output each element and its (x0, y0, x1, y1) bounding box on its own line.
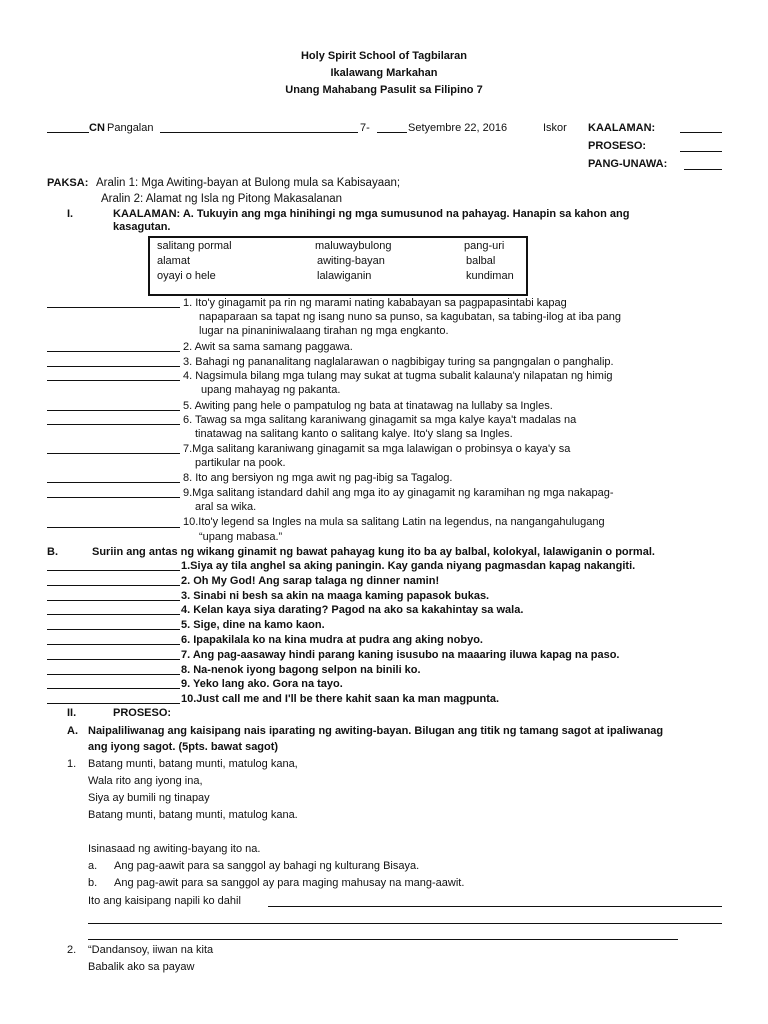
partB-answer-blank[interactable] (47, 600, 180, 601)
date: Setyembre 22, 2016 (408, 122, 508, 134)
partB-item: 3. Sinabi ni besh sa akin na maaga kaming papasok bukas. (181, 590, 490, 602)
partB-item: 4. Kelan kaya siya darating? Pagod na ako sa kakahintay sa wala. (181, 604, 524, 616)
answer-blank-6[interactable] (47, 424, 180, 425)
q1-choice-b[interactable]: Ang pag-awit para sa sanggol ay para maging mahusay na mang-aawit. (114, 877, 465, 889)
pangalan-label: Pangalan (107, 122, 154, 134)
part2-a-instruction-cont: ang iyong sagot. (5pts. bawat sagot) (88, 741, 279, 753)
part2-a-label: A. (67, 725, 78, 737)
item-10-line1: 10.Ito'y legend sa Ingles na mula sa salitang Latin na legendus, na nangangahulugang (183, 516, 605, 528)
q1-choice-a[interactable]: Ang pag-aawit para sa sanggol ay bahagi ng kulturang Bisaya. (114, 860, 420, 872)
q2-number: 2. (67, 944, 77, 956)
part2-numeral: II. (67, 707, 77, 719)
partB-answer-blank[interactable] (47, 674, 180, 675)
answer-blank-1[interactable] (47, 307, 180, 308)
q1-prompt: Isinasaad ng awiting-bayang ito na. (88, 843, 261, 855)
iskor-label: Iskor (543, 122, 567, 134)
choice: kundiman (466, 270, 514, 282)
partB-item: 7. Ang pag-aasaway hindi parang kaning isusubo na maaaring iluwa kapag na paso. (181, 649, 620, 661)
q1-choice-b-label: b. (88, 877, 98, 889)
item-10-line2: “upang mabasa.” (199, 531, 283, 543)
pangalan-blank[interactable] (160, 132, 358, 133)
cn-blank[interactable] (47, 132, 89, 133)
item-2: 2. Awit sa sama samang paggawa. (183, 341, 353, 353)
pang-unawa-score-label: PANG-UNAWA: (588, 158, 668, 170)
q1-answer-line-3[interactable] (88, 939, 678, 940)
choice: balbal (466, 255, 496, 267)
item-4-line1: 4. Nagsimula bilang mga tulang may sukat at tugma subalit kalauna'y nilapatan ng himig (183, 370, 613, 382)
q2-poem-line1: “Dandansoy, iiwan na kita (88, 944, 214, 956)
partB-answer-blank[interactable] (47, 585, 180, 586)
answer-blank-4[interactable] (47, 380, 180, 381)
q1-poem-line3: Siya ay bumili ng tinapay (88, 792, 210, 804)
section-blank[interactable] (377, 132, 407, 133)
choices-box (148, 236, 528, 296)
partB-answer-blank[interactable] (47, 629, 180, 630)
answer-blank-7[interactable] (47, 453, 180, 454)
answer-blank-2[interactable] (47, 351, 180, 352)
part1-instruction: KAALAMAN: A. Tukuyin ang mga hinihingi ng mga sumusunod na pahayag. Hanapin sa kahon ang (113, 208, 630, 220)
answer-blank-10[interactable] (47, 527, 180, 528)
partB-item: 8. Na-nenok iyong bagong selpon na binili ko. (181, 664, 421, 676)
kaalaman-score-blank[interactable] (680, 132, 722, 133)
paksa-line2: Aralin 2: Alamat ng Isla ng Pitong Makasalanan (101, 193, 343, 205)
item-9-line2: aral sa wika. (195, 501, 257, 513)
item-4-line2: upang mahayag ng pakanta. (201, 384, 341, 396)
part1-numeral: I. (67, 208, 74, 220)
part2-title: PROSESO: (113, 707, 172, 719)
partB-answer-blank[interactable] (47, 570, 180, 571)
partB-item: 6. Ipapakilala ko na kina mudra at pudra ang aking nobyo. (181, 634, 483, 646)
quarter: Ikalawang Markahan (330, 67, 438, 79)
partB-label: B. (47, 546, 58, 558)
partB-item: 2. Oh My God! Ang sarap talaga ng dinner namin! (181, 575, 440, 587)
choice: oyayi o hele (157, 270, 216, 282)
q1-answer-line-1[interactable] (268, 906, 722, 907)
answer-blank-5[interactable] (47, 410, 180, 411)
item-8: 8. Ito ang bersiyon ng mga awit ng pag-ibig sa Tagalog. (183, 472, 453, 484)
q1-poem-line2: Wala rito ang iyong ina, (88, 775, 203, 787)
kaalaman-score-label: KAALAMAN: (588, 122, 656, 134)
partB-item: 10.Just call me and I'll be there kahit saan ka man magpunta. (181, 693, 500, 705)
q1-poem-line4: Batang munti, batang munti, matulog kana. (88, 809, 298, 821)
part2-a-instruction: Naipaliliwanag ang kaisipang nais iparating ng awiting-bayan. Bilugan ang titik ng tamang sagot at ipaliwanag (88, 725, 664, 737)
partB-answer-blank[interactable] (47, 659, 180, 660)
item-1-line2: napaparaan sa tapat ng isang nuno sa punso, sa kagubatan, sa tabing-ilog at iba pang (199, 311, 621, 323)
partB-answer-blank[interactable] (47, 688, 180, 689)
partB-item: 9. Yeko lang ako. Gora na tayo. (181, 678, 343, 690)
q1-choice-a-label: a. (88, 860, 98, 872)
item-1-line3: lugar na pinaniniwalaang tirahan ng mga engkanto. (199, 325, 449, 337)
exam-title: Unang Mahabang Pasulit sa Filipino 7 (285, 84, 483, 96)
item-7-line2: partikular na pook. (195, 457, 286, 469)
choice: awiting-bayan (317, 255, 385, 267)
item-7-line1: 7.Mga salitang karaniwang ginagamit sa mga lalawigan o probinsya o kaya'y sa (183, 443, 571, 455)
part1-instruction-cont: kasagutan. (113, 221, 171, 233)
partB-instruction: Suriin ang antas ng wikang ginamit ng bawat pahayag kung ito ba ay balbal, kolokyal, lalawiganin o pormal. (92, 546, 655, 558)
item-6-line1: 6. Tawag sa mga salitang karaniwang ginagamit sa mga kalye kaya't madalas na (183, 414, 577, 426)
q1-answer-line-2[interactable] (88, 923, 722, 924)
choice: salitang pormal (157, 240, 232, 252)
q1-number: 1. (67, 758, 77, 770)
pang-unawa-score-blank[interactable] (684, 169, 722, 170)
answer-blank-3[interactable] (47, 366, 180, 367)
partB-answer-blank[interactable] (47, 644, 180, 645)
item-1-line1: 1. Ito'y ginagamit pa rin ng marami nating kababayan sa pagpapasintabi kapag (183, 297, 567, 309)
paksa-label: PAKSA: (47, 177, 89, 189)
partB-item: 5. Sige, dine na kamo kaon. (181, 619, 325, 631)
proseso-score-blank[interactable] (680, 151, 722, 152)
answer-blank-8[interactable] (47, 482, 180, 483)
item-6-line2: tinatawag na salitang kanto o salitang kalye. Ito'y slang sa Ingles. (195, 428, 513, 440)
q1-answer-prompt: Ito ang kaisipang napili ko dahil (88, 895, 241, 907)
q1-poem-line1: Batang munti, batang munti, matulog kana, (88, 758, 298, 770)
partB-answer-blank[interactable] (47, 614, 180, 615)
cn-label: CN (89, 122, 105, 134)
proseso-score-label: PROSESO: (588, 140, 647, 152)
choice: maluwaybulong (315, 240, 392, 252)
item-9-line1: 9.Mga salitang istandard dahil ang mga ito ay ginagamit ng karamihan ng mga nakapag- (183, 487, 614, 499)
choice: alamat (157, 255, 191, 267)
item-5: 5. Awiting pang hele o pampatulog ng bata at tinatawag na lullaby sa Ingles. (183, 400, 553, 412)
choice: pang-uri (464, 240, 505, 252)
partB-answer-blank[interactable] (47, 703, 180, 704)
choice: lalawiganin (317, 270, 372, 282)
q2-poem-line2: Babalik ako sa payaw (88, 961, 195, 973)
partB-item: 1.Siya ay tila anghel sa aking paningin. Kay ganda niyang pagmasdan kapag nakangiti. (181, 560, 636, 572)
item-3: 3. Bahagi ng pananalitang naglalarawan o nagbibigay turing sa pangngalan o panghalip. (183, 356, 614, 368)
school-name: Holy Spirit School of Tagbilaran (300, 50, 468, 62)
paksa-line1: Aralin 1: Mga Awiting-bayan at Bulong mula sa Kabisayaan; (96, 177, 401, 189)
grade-label: 7- (360, 122, 370, 134)
answer-blank-9[interactable] (47, 497, 180, 498)
